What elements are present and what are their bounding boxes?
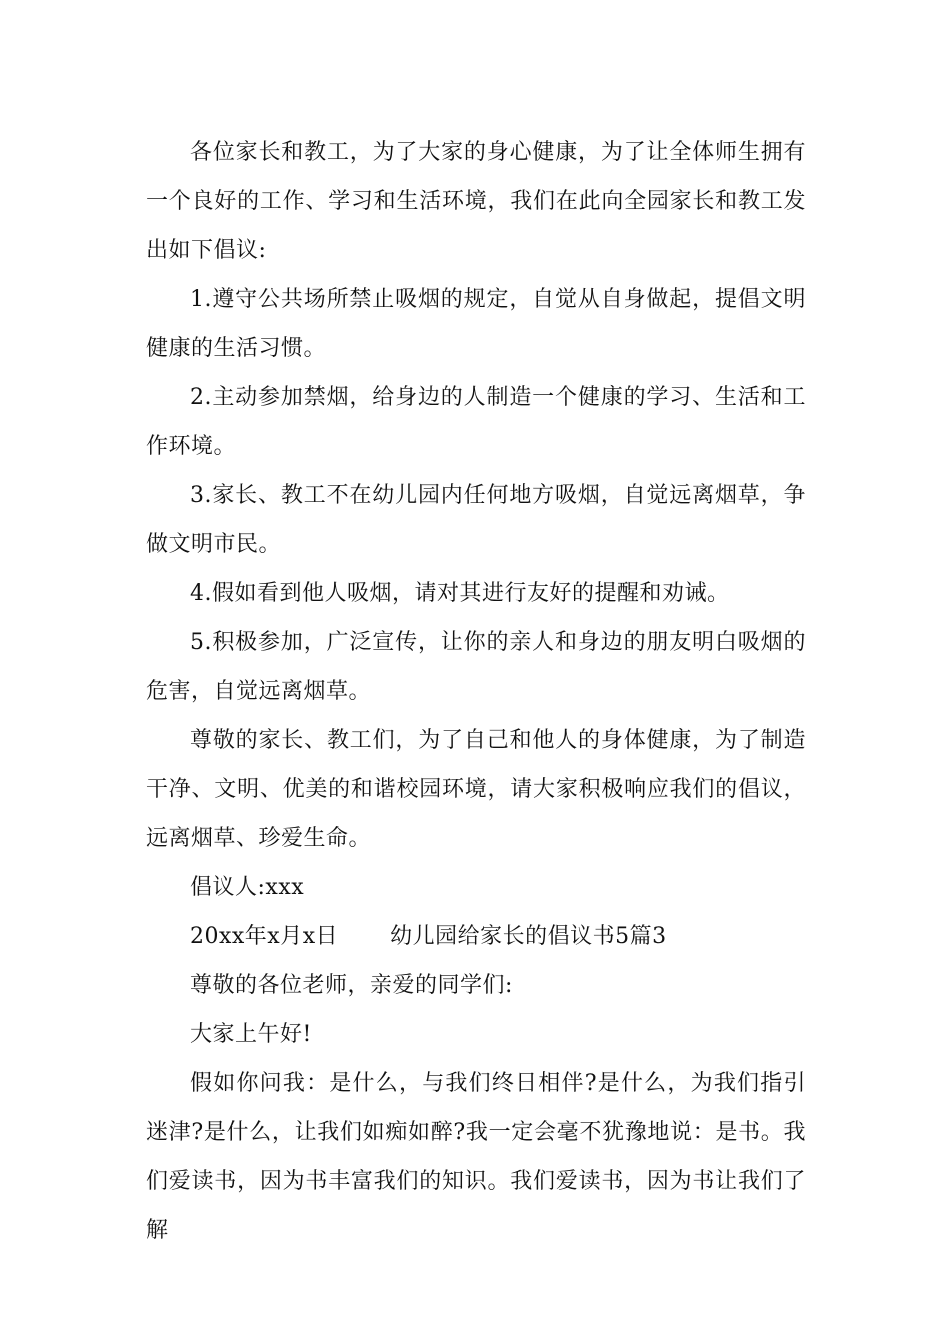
proposal-item-1: 1.遵守公共场所禁止吸烟的规定，自觉从自身做起，提倡文明健康的生活习惯。 [146,287,806,361]
intro-paragraph: 各位家长和教工，为了大家的身心健康，为了让全体师生拥有一个良好的工作、学习和生活环境，我们在此向全园家长和教工发出如下倡议: [146,140,806,263]
signer-line: 倡议人:xxx [190,875,305,900]
proposal-item-2: 2.主动参加禁烟，给身边的人制造一个健康的学习、生活和工作环境。 [146,385,806,459]
proposal-item-3: 3.家长、教工不在幼儿园内任何地方吸烟，自觉远离烟草，争做文明市民。 [146,483,806,557]
document-body [146,128,806,1255]
date-and-title-line [146,912,806,961]
salutation-line: 大家上午好! [190,1022,312,1047]
proposal-item-5: 5.积极参加，广泛宣传，让你的亲人和身边的朋友明白吸烟的危害，自觉远离烟草。 [146,630,806,704]
speech-paragraph: 假如你问我：是什么，与我们终日相伴?是什么，为我们指引迷津?是什么，让我们如痴如醉?我一定会毫不犹豫地说：是书。我们爱读书，因为书丰富我们的知识。我们爱读书，因为书让我们了解 [146,1071,806,1243]
closing-paragraph: 尊敬的家长、教工们，为了自己和他人的身体健康，为了制造干净、文明、优美的和谐校园环境，请大家积极响应我们的倡议，远离烟草、珍爱生命。 [146,728,806,851]
proposal-item-4: 4.假如看到他人吸烟，请对其进行友好的提醒和劝诫。 [190,581,730,606]
next-article-title: 幼儿园给家长的倡议书5篇3 [390,924,667,949]
greeting-line: 尊敬的各位老师，亲爱的同学们: [190,973,513,998]
date-text: 20xx年x月x日 [190,924,339,949]
